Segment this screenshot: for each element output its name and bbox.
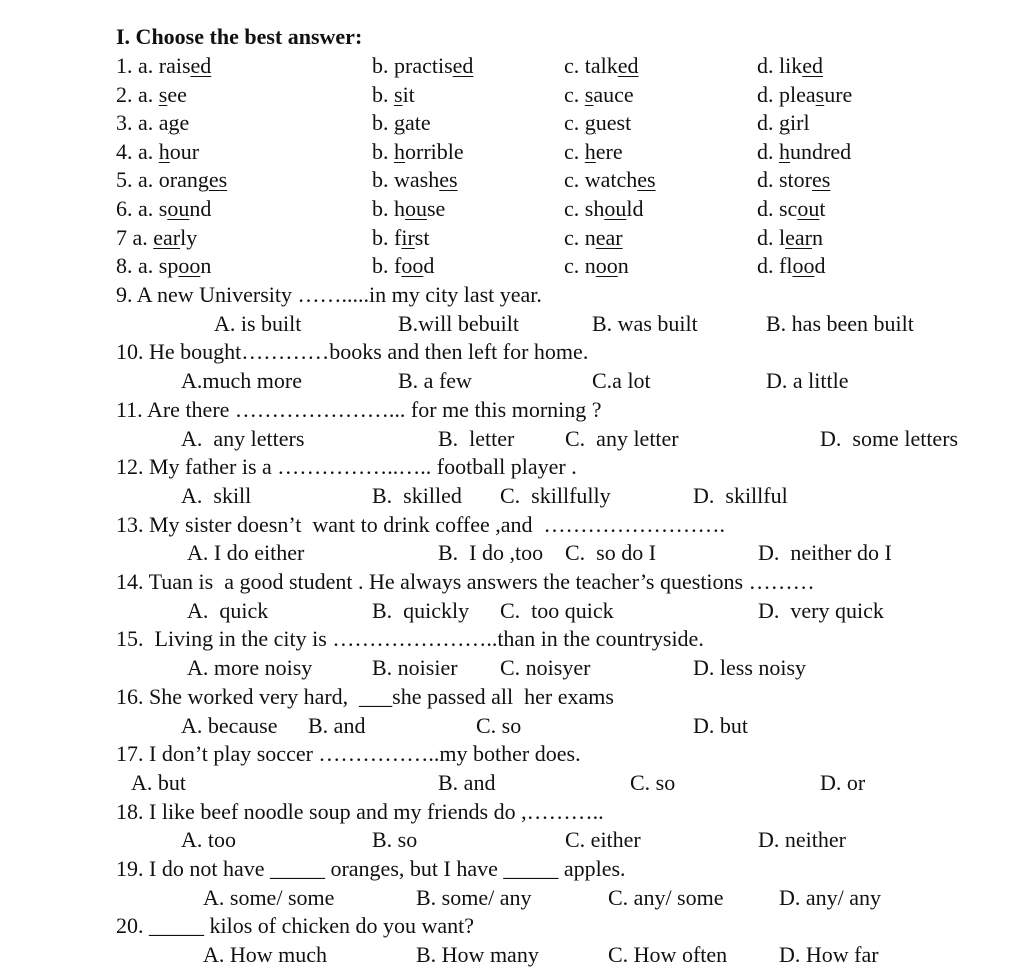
underlined-sound: es [812,167,831,193]
question-stem: 18. I like beef noodle soup and my friends do ,……….. [116,798,604,824]
underlined-sound: h [394,138,405,164]
pronunciation-option: c. talked [564,53,639,78]
pronunciation-option: 2. a. see [116,81,187,107]
underlined-sound: oo [178,253,201,279]
underlined-sound: g [584,110,596,136]
worksheet-title: I. Choose the best answer: [116,24,363,49]
answer-option: A. but [131,769,186,795]
underlined-sound: es [637,167,656,193]
answer-option: B. letter [438,425,515,451]
underlined-sound: es [439,167,458,193]
answer-option: B. noisier [372,655,458,681]
answer-option: B. has been built [766,310,914,336]
underlined-sound: ou [797,196,820,221]
answer-option: A. is built [214,310,302,336]
answer-option: B. some/ any [416,884,532,910]
underlined-sound: oo [401,253,424,279]
question-stem: 15. Living in the city is …………………..than in the countryside. [116,626,704,652]
underlined-sound: ir [401,224,415,250]
pronunciation-option: d. girl [757,110,810,136]
answer-option: A. too [181,827,236,853]
pronunciation-option: d. stores [757,167,831,193]
answer-option: B. so [372,827,418,853]
answer-option: B. I do ,too [438,540,544,566]
answer-option: C. so [476,712,522,738]
answer-option: A. because [181,712,278,738]
question-stem: 13. My sister doesn’t want to drink coffee ,and ……………………. [116,511,725,537]
answer-option: C. any letter [565,425,679,451]
answer-option: A. any letters [181,425,305,451]
answer-option: A. How much [203,942,328,968]
pronunciation-option: 6. a. sound [116,196,212,221]
answer-option: C. noisyer [500,655,591,681]
underlined-sound: ou [167,196,190,221]
answer-option: A. quick [187,597,269,623]
pronunciation-option: c. sauce [564,81,634,107]
answer-option: D. or [820,769,866,795]
answer-option: D. neither [758,827,846,853]
pronunciation-option: b. washes [372,167,458,193]
pronunciation-option: c. noon [564,253,629,279]
answer-option: B. was built [592,310,698,336]
answer-option: A. skill [181,482,252,508]
pronunciation-option: 4. a. hour [116,138,200,164]
underlined-sound: es [208,167,228,193]
answer-option: B. skilled [372,482,462,508]
underlined-sound: s [158,81,168,107]
pronunciation-option: b. food [372,253,435,279]
answer-option: D. any/ any [779,884,882,910]
pronunciation-option: 7 a. early [116,224,198,250]
pronunciation-option: d. scout [757,196,826,221]
pronunciation-option: 8. a. spoon [116,253,212,279]
pronunciation-option: 3. a. age [116,110,190,136]
underlined-sound: ed [802,53,823,78]
question-stem: 14. Tuan is a good student . He always answers the teacher’s questions ……… [116,569,815,594]
underlined-sound: ear [153,224,181,250]
underlined-sound: g [394,110,405,136]
pronunciation-option: c. near [564,224,623,250]
answer-option: C. skillfully [500,482,611,508]
pronunciation-option: b. practised [372,53,474,78]
question-stem: 20. _____ kilos of chicken do you want? [116,913,475,939]
answer-option: B. a few [398,368,472,394]
pronunciation-option: b. horrible [372,138,464,164]
pronunciation-option: b. house [372,196,446,221]
pronunciation-option: c. here [564,138,623,164]
question-stem: 19. I do not have _____ oranges, but I have _____ apples. [116,856,626,881]
answer-option: D. skillful [693,482,788,508]
underlined-sound: ed [190,53,212,78]
answer-option: B. and [438,769,496,795]
pronunciation-option: d. flood [757,253,826,279]
answer-option: B. How many [416,942,539,968]
underlined-sound: ou [405,196,427,221]
pronunciation-option: d. hundred [757,138,852,164]
answer-option: D. but [693,712,748,738]
pronunciation-option: b. first [372,224,430,250]
underlined-sound: g [168,110,180,136]
underlined-sound: ear [785,224,812,250]
underlined-sound: g [779,110,790,136]
answer-option: A. more noisy [187,655,313,681]
answer-option: D. some letters [820,425,959,451]
answer-option: C. so do I [565,540,657,566]
underlined-sound: h [584,138,596,164]
answer-option: D. less noisy [693,655,807,681]
underlined-sound: oo [792,253,815,279]
underlined-sound: s [394,81,403,107]
question-stem: 9. A new University …….....in my city last year. [116,282,542,307]
question-stem: 17. I don’t play soccer ……………..my bother does. [116,741,581,767]
underlined-sound: oo [595,253,618,279]
answer-option: D. How far [779,942,879,968]
answer-option: A. some/ some [203,884,335,910]
pronunciation-option: c. guest [564,110,632,136]
underlined-sound: ou [604,196,627,221]
pronunciation-option: b. gate [372,110,431,136]
question-stem: 10. He bought…………books and then left for home. [116,339,589,365]
pronunciation-option: d. liked [757,53,823,78]
answer-option: D. neither do I [758,540,892,566]
pronunciation-option: 5. a. oranges [116,167,228,193]
answer-option: B. and [308,712,366,738]
answer-option: A.much more [181,368,302,394]
question-stem: 11. Are there …………………... for me this morning ? [116,396,602,422]
answer-option: C. so [630,769,676,795]
answer-option: C. either [565,827,641,853]
pronunciation-option: c. should [564,196,644,221]
answer-option: B. quickly [372,597,470,623]
question-stem: 16. She worked very hard, ___she passed all her exams [116,683,614,709]
underlined-sound: s [584,81,594,107]
pronunciation-option: c. watches [564,167,656,193]
answer-option: A. I do either [187,540,305,566]
answer-option: C. too quick [500,597,614,623]
answer-option: B.will bebuilt [398,310,519,336]
answer-option: D. very quick [758,597,884,623]
pronunciation-option: d. learn [757,224,823,250]
underlined-sound: h [158,138,170,164]
pronunciation-option: d. pleasure [757,81,853,107]
pronunciation-option: b. sit [372,81,415,107]
answer-option: C. How often [608,942,728,968]
underlined-sound: ear [595,224,623,250]
underlined-sound: s [815,81,825,107]
underlined-sound: h [779,138,790,164]
underlined-sound: ed [617,53,639,78]
answer-option: C. any/ some [608,884,724,910]
answer-option: D. a little [766,368,849,394]
pronunciation-option: 1. a. raised [116,53,212,78]
question-stem: 12. My father is a ……………..….. football player . [116,454,577,480]
underlined-sound: ed [452,53,474,78]
answer-option: C.a lot [592,368,651,394]
